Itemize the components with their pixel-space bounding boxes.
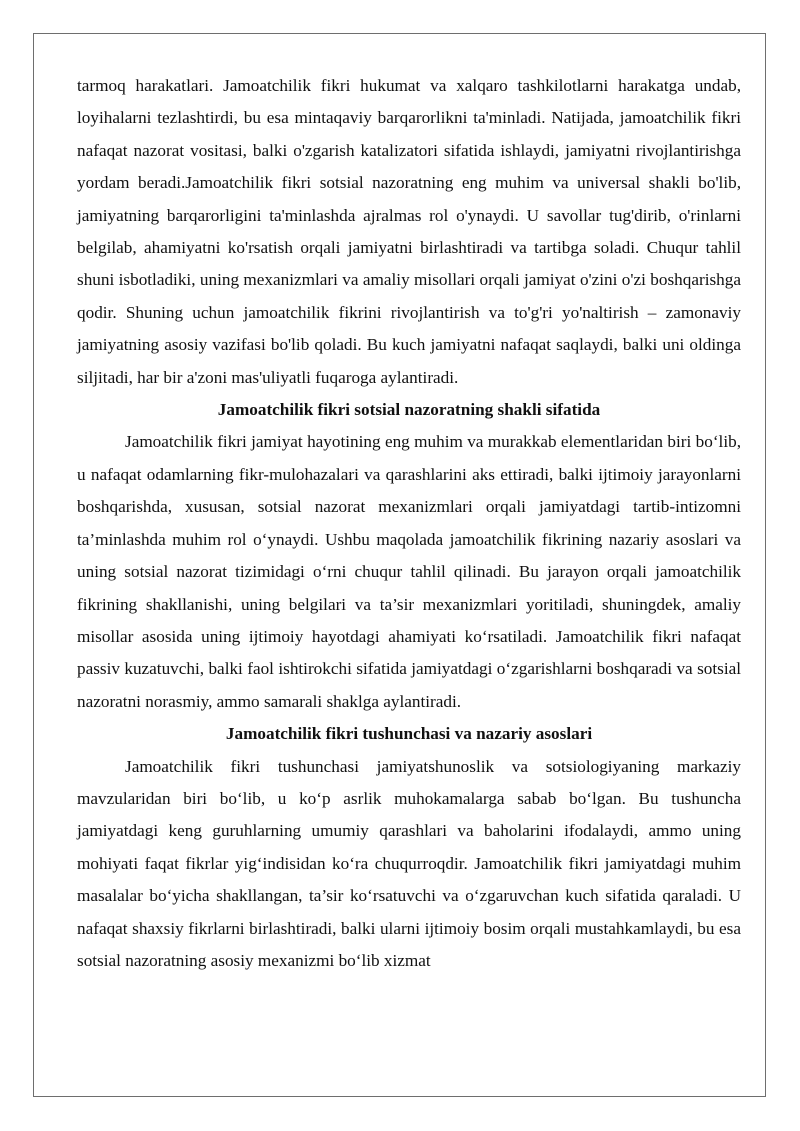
paragraph-continuation: tarmoq harakatlari. Jamoatchilik fikri hukumat va xalqaro tashkilotlarni harakatga undab, loyihalarni tezlashtirdi, bu esa mintaqaviy barqarorlikni ta'minladi. Natijada, jamoatchilik fikri nafaqat nazorat vositasi, balki o'zgarish katalizatori sifatida ishlaydi, jamiyatni rivojlantirishga yordam beradi.Jamoatchilik fikri sotsial nazoratning eng muhim va universal shakli bo'lib, jamiyatning barqarorligini ta'minlashda ajralmas rol o'ynaydi. U savollar tug'dirib, o'rinlarni belgilab, ahamiyatni ko'rsatish orqali jamiyatni birlashtiradi va tartibga soladi. Chuqur tahlil shuni isbotladiki, uning mexanizmlari va amaliy misollari orqali jamiyat o'zini o'zi boshqarishga qodir. Shuning uchun jamoatchilik fikrini rivojlantirish va to'g'ri yo'naltirish – zamonaviy jamiyatning asosiy vazifasi bo'lib qoladi. Bu kuch jamiyatni nafaqat saqlaydi, balki uni oldinga siljitadi, har bir a'zoni mas'uliyatli fuqaroga aylantiradi. — [77, 76, 741, 387]
paragraph-theory: Jamoatchilik fikri tushunchasi jamiyatshunoslik va sotsiologiyaning markaziy mavzularidan biri bo‘lib, u ko‘p asrlik muhokamalarga sabab bo‘lgan. Bu tushuncha jamiyatdagi keng guruhlarning umumiy qarashlari va baholarini ifodalaydi, ammo uning mohiyati faqat fikrlar yig‘indisidan ko‘ra chuqurroqdir. Jamoatchilik fikri jamiyatdagi muhim masalalar bo‘yicha shakllangan, ta’sir ko‘rsatuvchi va o‘zgaruvchan kuch sifatida qaraladi. U nafaqat shaxsiy fikrlarni birlashtiradi, balki ularni ijtimoiy bosim orqali mustahkamlaydi, bu esa sotsial nazoratning asosiy mexanizmi bo‘lib xizmat — [77, 756, 741, 970]
section-heading-social-control: Jamoatchilik fikri sotsial nazoratning shakli sifatida — [217, 400, 601, 420]
document-body — [77, 70, 741, 977]
section-heading-theory: Jamoatchilik fikri tushunchasi va nazariy asoslari — [225, 724, 593, 744]
paragraph-social-control: Jamoatchilik fikri jamiyat hayotining eng muhim va murakkab elementlaridan biri bo‘lib, u nafaqat odamlarning fikr-mulohazalari va qarashlarini aks ettiradi, balki ijtimoiy jarayonlarni boshqarishda, xususan, sotsial nazorat mexanizmlari orqali jamiyatdagi tartib-intizomni ta’minlashda muhim rol o‘ynaydi. Ushbu maqolada jamoatchilik fikrining nazariy asoslari va uning sotsial nazorat tizimidagi o‘rni chuqur tahlil qilinadi. Bu jarayon orqali jamoatchilik fikrining shakllanishi, uning belgilari va ta’sir mexanizmlari yoritiladi, shuningdek, amaliy misollar asosida uning ijtimoiy hayotdagi ahamiyati ko‘rsatiladi. Jamoatchilik fikri nafaqat passiv kuzatuvchi, balki faol ishtirokchi sifatida jamiyatdagi o‘zgarishlarni boshqaradi va sotsial nazoratni norasmiy, ammo samarali shaklga aylantiradi. — [77, 432, 741, 711]
